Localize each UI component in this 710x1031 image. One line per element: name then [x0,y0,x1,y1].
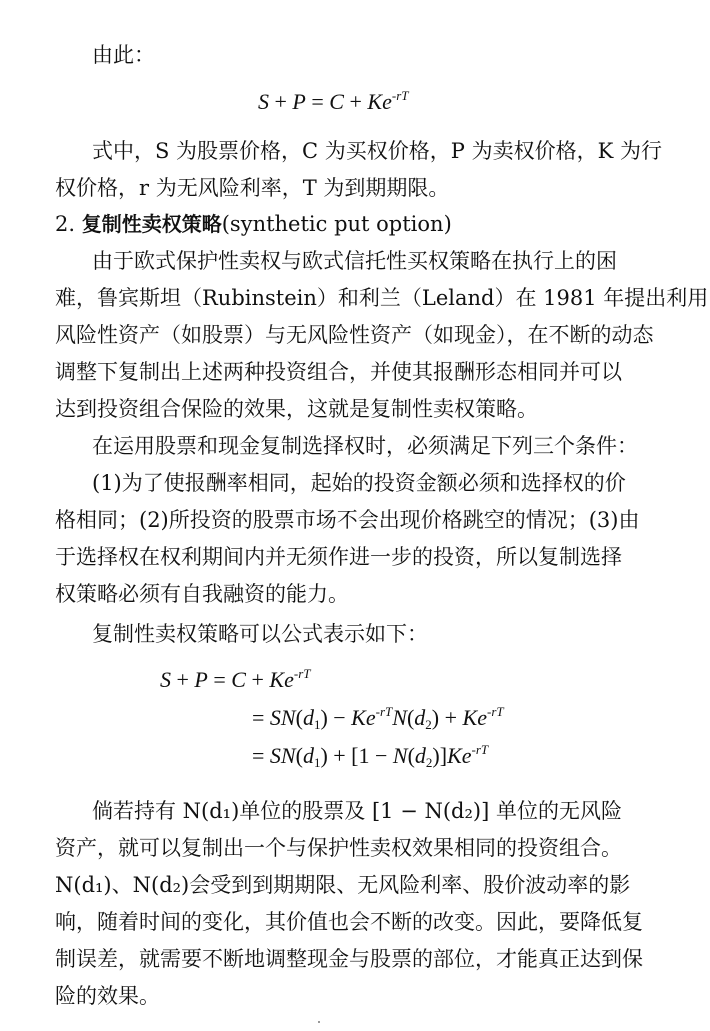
paragraph-line: 资产，就可以复制出一个与保护性卖权效果相同的投资组合。 [55,836,622,860]
equation-line-3: = $SN(d_1) + [1 - N(d_2)]Ke^{-rT}$ [252,742,489,770]
section-title-english: (synthetic put option) [221,212,452,236]
section-number: 2. [55,212,76,236]
paragraph-line: 达到投资组合保险的效果，这就是复制性卖权策略。 [55,397,538,421]
paragraph-line: N(d₁)、N(d₂)会受到到期期限、无风险利率、股价波动率的影 [55,873,631,897]
paragraph-line: 倘若持有 N(d₁)单位的股票及 [1 − N(d₂)] 单位的无风险 [92,799,622,823]
definition-line: 权价格，r 为无风险利率，T 为到期期限。 [55,176,450,200]
paragraph-line: 格相同；(2)所投资的股票市场不会出现价格跳空的情况；(3)由 [55,508,640,532]
definition-paragraph [55,133,665,207]
scan-speck [318,1021,320,1023]
paragraph-line: 权策略必须有自我融资的能力。 [55,582,349,606]
paragraph-line: 风险性资产（如股票）与无风险性资产（如现金），在不断的动态 [55,323,654,347]
paragraph-line: 难，鲁宾斯坦（Rubinstein）和利兰（Leland）在 1981 年提出利用 [55,286,709,310]
definition-line: 式中，S 为股票价格，C 为买权价格，P 为卖权价格，K 为行 [92,139,662,163]
equation-line-1: $S + P = C + Ke^{-rT}$ [160,666,311,692]
paragraph-line: 由于欧式保护性卖权与欧式信托性买权策略在执行上的困 [92,249,617,273]
paragraph-formula-intro [55,616,665,653]
paragraph-line: 于选择权在权利期间内并无须作进一步的投资，所以复制选择 [55,545,622,569]
section-title: 复制性卖权策略 [81,212,222,236]
paragraph-line: 调整下复制出上述两种投资组合，并使其报酬形态相同并可以 [55,360,622,384]
paragraph-background [55,243,709,428]
equation-put-call-parity: $S + P = C + Ke^{-rT}$ [258,88,409,114]
paragraph-conclusion [55,793,665,1015]
paragraph-line: (1)为了使报酬率相同，起始的投资金额必须和选择权的价 [92,471,626,495]
paragraph-line: 险的效果。 [55,984,160,1008]
paragraph-line: 制误差，就需要不断地调整现金与股票的部位，才能真正达到保 [55,947,643,971]
paragraph-line: 在运用股票和现金复制选择权时，必须满足下列三个条件： [92,434,638,458]
paragraph-line: 复制性卖权策略可以公式表示如下： [92,622,428,646]
paragraph-line: 响，随着时间的变化，其价值也会不断的改变。因此，要降低复 [55,910,643,934]
section-heading [55,209,452,239]
paragraph-conditions [55,428,665,613]
equation-line-2: = $SN(d_1) - Ke^{-rT}N(d_2) + Ke^{-rT}$ [252,704,504,732]
intro-text: 由此： [92,43,155,67]
